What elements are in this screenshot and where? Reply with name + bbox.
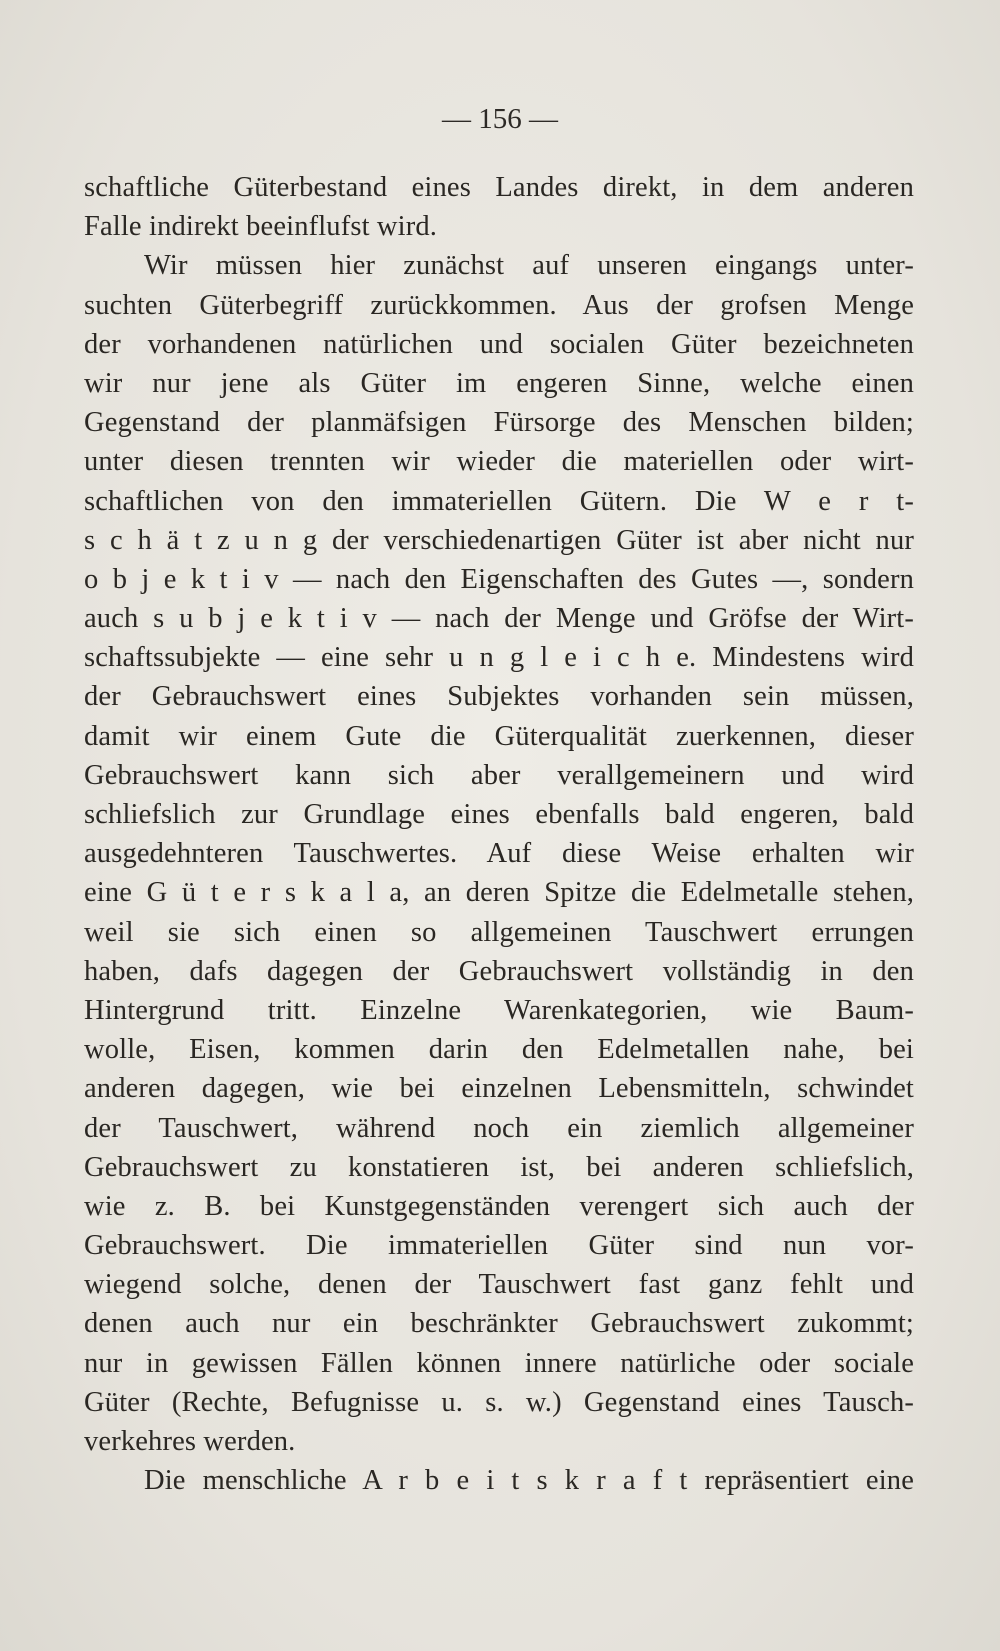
text-line: Wir müssen hier zunächst auf unseren eingangs unter- (144, 250, 914, 282)
text-line: der vorhandenen natürlichen und socialen Güter bezeichneten (84, 328, 914, 360)
text-line: o b j e k t i v — nach den Eigenschaften des Gutes —, sondern (84, 563, 914, 595)
body-text (84, 168, 914, 1500)
text-line: Hintergrund tritt. Einzelne Warenkategorien, wie Baum- (84, 994, 914, 1026)
text-line: nur in gewissen Fällen können innere natürliche oder sociale (84, 1347, 914, 1379)
text-line: schaftliche Güterbestand eines Landes direkt, in dem anderen (84, 172, 914, 203)
text-line: haben, dafs dagegen der Gebrauchswert vollständig in den (84, 955, 914, 987)
text-line: schaftssubjekte — eine sehr u n g l e i c h e. Mindestens wird (84, 642, 914, 674)
text-line: s c h ä t z u n g der verschiedenartigen Güter ist aber nicht nur (84, 524, 914, 556)
text-line: Die menschliche A r b e i t s k r a f t repräsentiert eine (144, 1465, 914, 1497)
text-line: Güter (Rechte, Befugnisse u. s. w.) Gegenstand eines Tausch- (84, 1386, 914, 1418)
text-line: eine G ü t e r s k a l a, an deren Spitze die Edelmetalle stehen, (84, 877, 914, 909)
text-line: Gebrauchswert. Die immateriellen Güter sind nun vor- (84, 1230, 914, 1262)
text-line: verkehres werden. (84, 1426, 296, 1457)
text-line: auch s u b j e k t i v — nach der Menge und Gröfse der Wirt- (84, 603, 914, 635)
text-line: schliefslich zur Grundlage eines ebenfalls bald engeren, bald (84, 799, 914, 830)
text-line: wir nur jene als Güter im engeren Sinne, welche einen (84, 367, 914, 399)
text-line: Gebrauchswert kann sich aber verallgemeinern und wird (84, 759, 914, 791)
text-line: wiegend solche, denen der Tauschwert fast ganz fehlt und (84, 1269, 914, 1301)
text-line: der Gebrauchswert eines Subjektes vorhanden sein müssen, (84, 681, 914, 713)
text-line: wie z. B. bei Kunstgegenständen verengert sich auch der (84, 1190, 914, 1222)
text-line: unter diesen trennten wir wieder die materiellen oder wirt- (84, 446, 914, 478)
page-number: — 156 — (442, 103, 558, 135)
text-line: schaftlichen von den immateriellen Gütern. Die W e r t- (84, 485, 914, 517)
text-line: Gebrauchswert zu konstatieren ist, bei anderen schliefslich, (84, 1151, 914, 1183)
text-line: anderen dagegen, wie bei einzelnen Lebensmitteln, schwindet (84, 1073, 914, 1105)
text-line: damit wir einem Gute die Güterqualität zuerkennen, dieser (84, 720, 914, 752)
text-line: suchten Güterbegriff zurückkommen. Aus der grofsen Menge (84, 289, 914, 321)
text-line: ausgedehnteren Tauschwertes. Auf diese Weise erhalten wir (84, 838, 914, 870)
text-line: denen auch nur ein beschränkter Gebrauchswert zukommt; (84, 1308, 914, 1340)
text-line: wolle, Eisen, kommen darin den Edelmetallen nahe, bei (84, 1034, 914, 1066)
text-line: weil sie sich einen so allgemeinen Tauschwert errungen (84, 916, 914, 948)
text-line: der Tauschwert, während noch ein ziemlich allgemeiner (84, 1112, 914, 1144)
text-line: Falle indirekt beeinflufst wird. (84, 211, 438, 243)
text-line: Gegenstand der planmäfsigen Fürsorge des Menschen bilden; (84, 407, 914, 439)
